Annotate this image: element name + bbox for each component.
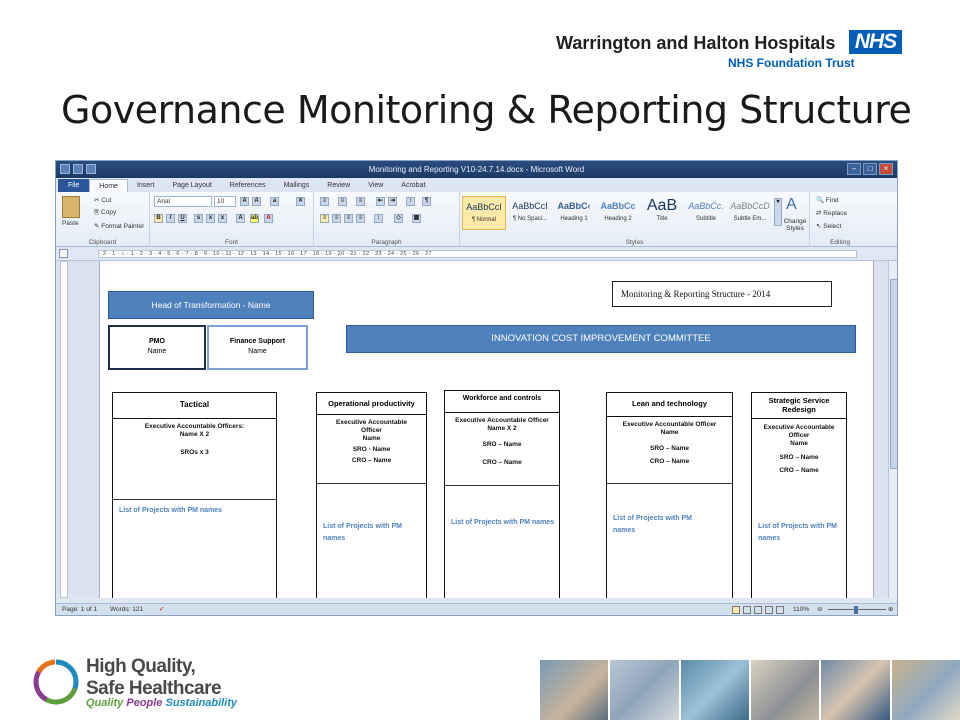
column-line: SRO – Name [649,445,690,452]
underline-icon[interactable]: U [178,214,187,223]
project-list: List of Projects with PM names [451,519,555,526]
clipboard-group [56,192,150,247]
font-size-select[interactable]: 10 [214,196,236,207]
style-subtle-emphasis[interactable] [728,196,772,230]
column-header: Tactical [113,393,276,419]
clear-formatting-icon[interactable]: ✕ [297,198,304,204]
column-line: Officer [361,427,382,434]
justify-icon[interactable]: ≡ [356,214,365,223]
style-heading-2-sample: AaBbCc [600,201,636,211]
column-line: Name [362,435,381,442]
font-name-select[interactable]: Arial [154,196,212,207]
column-line: CRO – Name [482,459,522,466]
full-screen-icon[interactable] [743,606,751,614]
footer-tagline [86,697,237,709]
style-heading-1-name: Heading 1 [560,216,588,222]
monitoring-structure-title: Monitoring & Reporting Structure - 2014 [612,281,832,307]
change-case-icon[interactable]: a [270,197,279,206]
tactical-column [112,392,277,598]
zoom-out-icon[interactable]: ⊖ [817,606,823,613]
column-details [445,413,559,467]
strategic-service-redesign-column [751,392,847,598]
find-label: Find [825,197,839,204]
style-heading-2-name: Heading 2 [604,216,632,222]
finance-name: Name [248,348,267,355]
column-header: Operational productivity [317,393,426,415]
column-line: SRO - Name [352,446,391,453]
style-normal-sample: AaBbCcI [466,202,502,212]
style-heading-1[interactable] [552,196,596,230]
horizontal-ruler[interactable] [56,247,897,261]
maximize-button[interactable]: □ [863,163,877,175]
style-title-name: Title [656,216,668,222]
lean-technology-column [606,392,733,598]
column-header: Workforce and controls [445,391,559,413]
styles-scroll-icon[interactable]: ▾ [774,198,782,226]
paragraph-group [314,192,460,247]
trust-name: Warrington and Halton Hospitals [556,33,836,53]
bold-icon[interactable]: B [154,214,163,223]
clipboard-label: Clipboard [88,239,117,246]
innovation-committee-box: INNOVATION COST IMPROVEMENT COMMITTEE [346,325,856,353]
cut-label: Cut [101,197,112,204]
zoom-in-icon[interactable]: ⊕ [888,606,894,613]
project-list: List of Projects with PM names [758,523,837,542]
tab-insert[interactable]: Insert [136,182,155,189]
style-subtle-emphasis-name: Subtle Em... [733,216,767,222]
change-styles-icon[interactable]: A [786,196,797,213]
ruler-scale: · 2 · 1 · ⌂ · 1 · 2 · 3 · 4 · 5 · 6 · 7 · 8 · 9 · 10 · 11 · 12 · 13 · 14 · 15 · 16 · 17 · 18 · 19 · 20 · 21 · 22 · 23 · 24 · 25 · 26 · 27 [98,250,857,258]
increase-indent-icon[interactable]: ⇥ [389,198,396,204]
column-divider [607,483,732,484]
bullets-icon[interactable]: ≡ [320,197,329,206]
photo-staff [821,660,889,720]
highlight-icon[interactable]: ab [251,215,259,221]
undo-icon[interactable] [86,164,96,174]
column-line: Executive Accountable Officer [455,417,549,424]
column-details [113,419,276,457]
column-line: Executive Accountable [763,424,835,431]
page-count[interactable]: Page: 1 of 1 [62,606,98,613]
high-quality-logo [30,656,82,708]
column-details [607,417,732,466]
style-normal[interactable] [462,196,506,230]
styles-group [460,192,810,247]
replace-label: Replace [823,210,848,217]
italic-icon[interactable]: I [166,214,175,223]
column-line: SROs x 3 [180,449,209,456]
align-left-icon[interactable]: ≡ [320,214,329,223]
subscript-icon[interactable]: x [206,214,215,223]
column-divider [113,499,276,500]
font-color-icon[interactable]: A [264,214,273,223]
column-line: Executive Accountable Officers: [144,423,245,430]
style-normal-name: ¶ Normal [471,217,497,223]
slide-title: Governance Monitoring & Reporting Structure [61,88,912,132]
superscript-icon[interactable]: x [218,214,227,223]
align-right-icon[interactable]: ≡ [344,214,353,223]
tag-quality: Quality [86,697,124,709]
style-subtitle[interactable] [684,196,728,230]
vertical-scrollbar[interactable] [888,261,898,598]
document-page[interactable] [99,261,874,598]
project-list: List of Projects with PM names [323,523,402,542]
find-button[interactable]: 🔍 Find [816,197,839,204]
decrease-indent-icon[interactable]: ⇤ [377,198,384,204]
column-line: Executive Accountable Officer [622,421,717,428]
ribbon [56,192,897,247]
select-label: Select [823,223,842,230]
column-line: SRO – Name [482,441,522,448]
cut-button[interactable]: ✂ Cut [94,197,112,204]
style-title-sample: AaB [646,197,678,214]
format-painter-button[interactable]: ✎ Format Painter [94,223,145,230]
word-count[interactable]: Words: 121 [110,606,144,613]
tab-view[interactable]: View [368,182,384,189]
project-list: List of Projects with PM names [613,515,692,534]
column-line: SRO – Name [779,454,819,461]
sort-icon[interactable]: ↕ [406,197,415,206]
multilevel-list-icon[interactable]: ≡ [356,197,365,206]
styles-label: Styles [625,239,644,246]
project-list: List of Projects with PM names [119,507,223,514]
vertical-ruler [60,261,68,598]
tab-references[interactable]: References [229,182,266,189]
column-divider [317,483,426,484]
column-line: Name [660,429,679,436]
photo-surgery [681,660,749,720]
numbering-icon[interactable]: ≡ [338,197,347,206]
tab-page-layout[interactable]: Page Layout [172,182,212,189]
nhs-logo: NHS [849,30,902,54]
finance-title: Finance Support [229,338,286,345]
line-spacing-icon[interactable]: ↕ [374,214,383,223]
footer-line-2: Safe Healthcare [86,678,222,699]
tab-file[interactable]: File [58,179,89,192]
editing-label: Editing [830,239,850,246]
window-controls [847,163,893,175]
tab-selector-icon[interactable] [59,249,68,258]
zoom-slider-thumb[interactable] [854,606,858,614]
format-painter-label: Format Painter [101,223,145,230]
tag-people: People [126,697,163,709]
copy-label: Copy [101,209,117,216]
ribbon-tabs [56,178,897,192]
show-formatting-icon[interactable]: ¶ [422,197,431,206]
workforce-controls-column [444,390,560,598]
column-line: CRO – Name [351,457,392,464]
tag-sustainability: Sustainability [165,697,238,709]
photo-nurse [540,660,608,720]
font-label: Font [224,239,238,246]
tab-review[interactable]: Review [327,182,351,189]
style-heading-1-sample: AaBbC‹ [557,201,591,211]
select-button[interactable]: ↖ Select [816,223,842,230]
footer-slogan [86,656,221,700]
photo-nurse-smiling [892,660,960,720]
shading-icon[interactable]: ◇ [394,214,403,223]
paste-button[interactable]: Paste [62,220,79,227]
paragraph-label: Paragraph [371,239,402,246]
tab-acrobat[interactable]: Acrobat [401,182,426,189]
column-spacer [113,439,276,449]
close-button[interactable]: × [879,163,893,175]
column-details [752,419,846,475]
outline-icon[interactable] [765,606,773,614]
word-window [55,160,898,616]
column-details [317,415,426,465]
window-title: Monitoring and Reporting V10-24.7.14.docx - Microsoft Word [368,165,585,174]
borders-icon[interactable]: ▦ [413,215,420,221]
web-layout-icon[interactable] [754,606,762,614]
editing-group [810,192,870,247]
column-line: Name X 2 [179,431,210,438]
trust-subtitle: NHS Foundation Trust [728,56,855,70]
photo-patient-care [610,660,678,720]
document-area [56,261,898,598]
font-group [150,192,314,247]
column-divider [445,485,559,486]
draft-icon[interactable] [776,606,784,614]
pmo-box [108,325,206,370]
style-subtitle-sample: AaBbCc. [688,201,724,211]
style-subtitle-name: Subtitle [695,216,716,222]
paste-icon[interactable] [62,196,80,218]
title-bar [56,161,897,178]
replace-button[interactable]: ⇄ Replace [816,210,848,217]
column-line: Officer [788,432,810,439]
photo-strip [540,660,960,720]
operational-productivity-column [316,392,427,598]
copy-button[interactable]: ⎘ Copy [94,209,117,216]
shrink-font-icon[interactable]: A [252,197,261,206]
tab-home[interactable]: Home [89,179,128,192]
quick-access-toolbar [60,164,96,174]
style-subtle-emphasis-sample: AaBbCcD [730,201,770,211]
column-header: Strategic Service Redesign [752,393,846,419]
column-line: CRO – Name [779,467,819,474]
tab-mailings[interactable]: Mailings [283,182,310,189]
grow-font-icon[interactable]: A [240,197,249,206]
column-line: Name [790,440,808,447]
photo-laboratory [751,660,819,720]
column-line: Name X 2 [487,425,517,432]
save-icon[interactable] [73,164,83,174]
word-icon[interactable] [60,164,70,174]
status-bar [56,603,898,615]
print-layout-icon[interactable] [732,606,740,614]
style-no-spacing[interactable] [508,196,552,230]
zoom-level[interactable]: 110% [793,606,810,613]
style-heading-2[interactable] [596,196,640,230]
minimize-button[interactable]: – [847,163,861,175]
head-of-transformation-box: Head of Transformation - Name [108,291,314,319]
style-no-spacing-name: ¶ No Spaci... [512,216,548,222]
style-no-spacing-sample: AaBbCcI [512,201,548,211]
pmo-title: PMO [149,338,165,345]
column-header: Lean and technology [607,393,732,417]
align-center-icon[interactable]: ≡ [332,214,341,223]
text-effects-icon[interactable]: A [236,214,245,223]
proofing-icon[interactable]: ✓ [159,606,165,613]
change-styles-button[interactable]: Change Styles [783,218,807,232]
footer-line-1: High Quality, [86,656,196,677]
strikethrough-icon[interactable]: s [194,214,203,223]
column-line: Executive Accountable [336,419,407,426]
pmo-name: Name [147,348,167,355]
style-title[interactable] [640,196,684,230]
view-buttons [732,606,784,614]
scrollbar-thumb[interactable] [890,279,898,469]
finance-support-box [207,325,308,370]
column-line: CRO – Name [649,458,690,465]
